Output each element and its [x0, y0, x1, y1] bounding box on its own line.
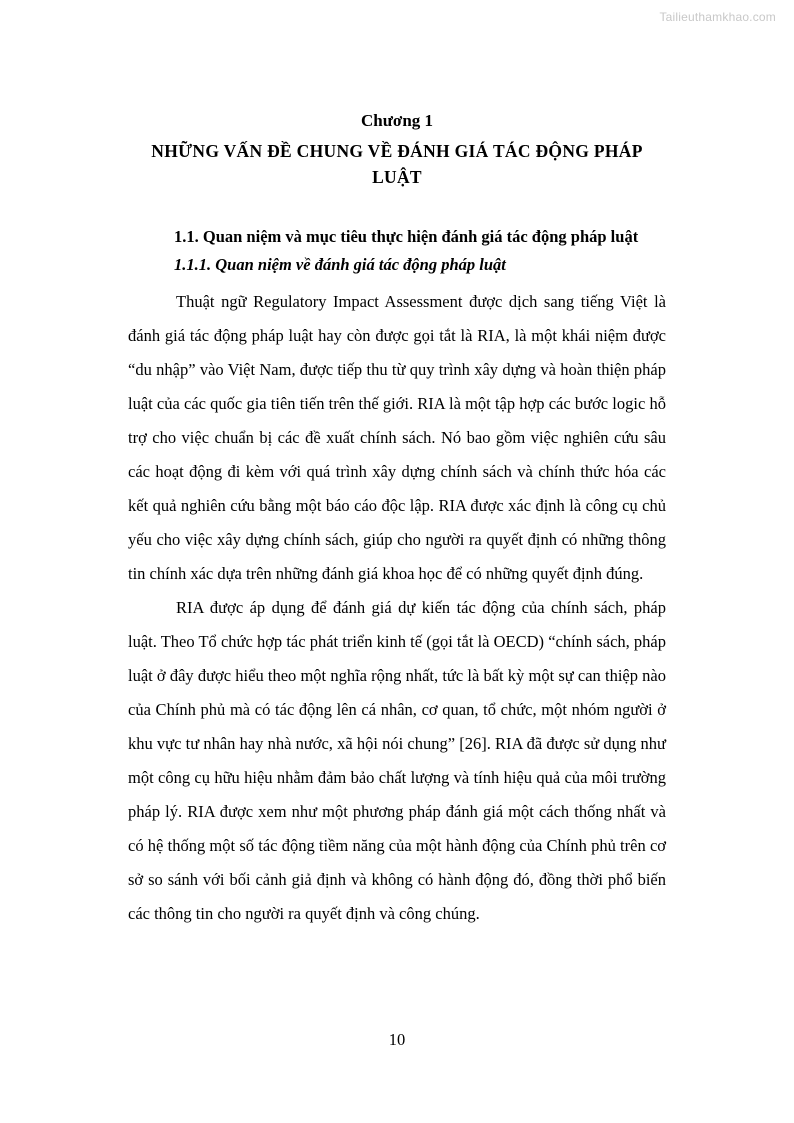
watermark-text: Tailieuthamkhao.com [659, 10, 776, 24]
page-number: 10 [388, 1030, 406, 1049]
subsection-heading: 1.1.1. Quan niệm về đánh giá tác động pháp luật [174, 255, 506, 275]
chapter-label: Chương 1 [360, 111, 434, 130]
body-paragraph: RIA được áp dụng để đánh giá dự kiến tác động của chính sách, pháp luật. Theo Tổ chức hợp tác phát triển kinh tế (gọi tắt là OECD) “chính sách, pháp luật ở đây được hiểu theo một nghĩa rộng nhất, tức là bất kỳ một sự can thiệp nào của Chính phủ mà có tác động lên cá nhân, cơ quan, tổ chức, một nhóm người ở khu vực tư nhân hay nhà nước, xã hội nói chung” [26]. RIA đã được sử dụng như một công cụ hữu hiệu nhằm đảm bảo chất lượng và tính hiệu quả của môi trường pháp lý. RIA được xem như một phương pháp đánh giá một cách thống nhất và có hệ thống một số tác động tiềm năng của một hành động của Chính phủ trên cơ sở so sánh với bối cảnh giả định và không có hành động đó, đồng thời phổ biến các thông tin cho người ra quyết định và công chúng. [128, 597, 666, 923]
body-paragraph: Thuật ngữ Regulatory Impact Assessment được dịch sang tiếng Việt là đánh giá tác động pháp luật hay còn được gọi tắt là RIA, là một khái niệm được “du nhập” vào Việt Nam, được tiếp thu từ quy trình xây dựng và hoàn thiện pháp luật của các quốc gia tiên tiến trên thế giới. RIA là một tập hợp các bước logic hỗ trợ cho việc chuẩn bị các đề xuất chính sách. Nó bao gồm việc nghiên cứu sâu các hoạt động đi kèm với quá trình xây dựng chính sách và chính thức hóa các kết quả nghiên cứu bằng một báo cáo độc lập. RIA được xác định là công cụ chủ yếu cho việc xây dựng chính sách, giúp cho người ra quyết định có những thông tin chính xác dựa trên những đánh giá khoa học để có những quyết định đúng. [128, 291, 666, 583]
page-content [128, 108, 666, 930]
section-heading: 1.1. Quan niệm và mục tiêu thực hiện đánh giá tác động pháp luật [174, 227, 639, 246]
chapter-title: NHỮNG VẤN ĐỀ CHUNG VỀ ĐÁNH GIÁ TÁC ĐỘNG PHÁP LUẬT [151, 140, 643, 187]
